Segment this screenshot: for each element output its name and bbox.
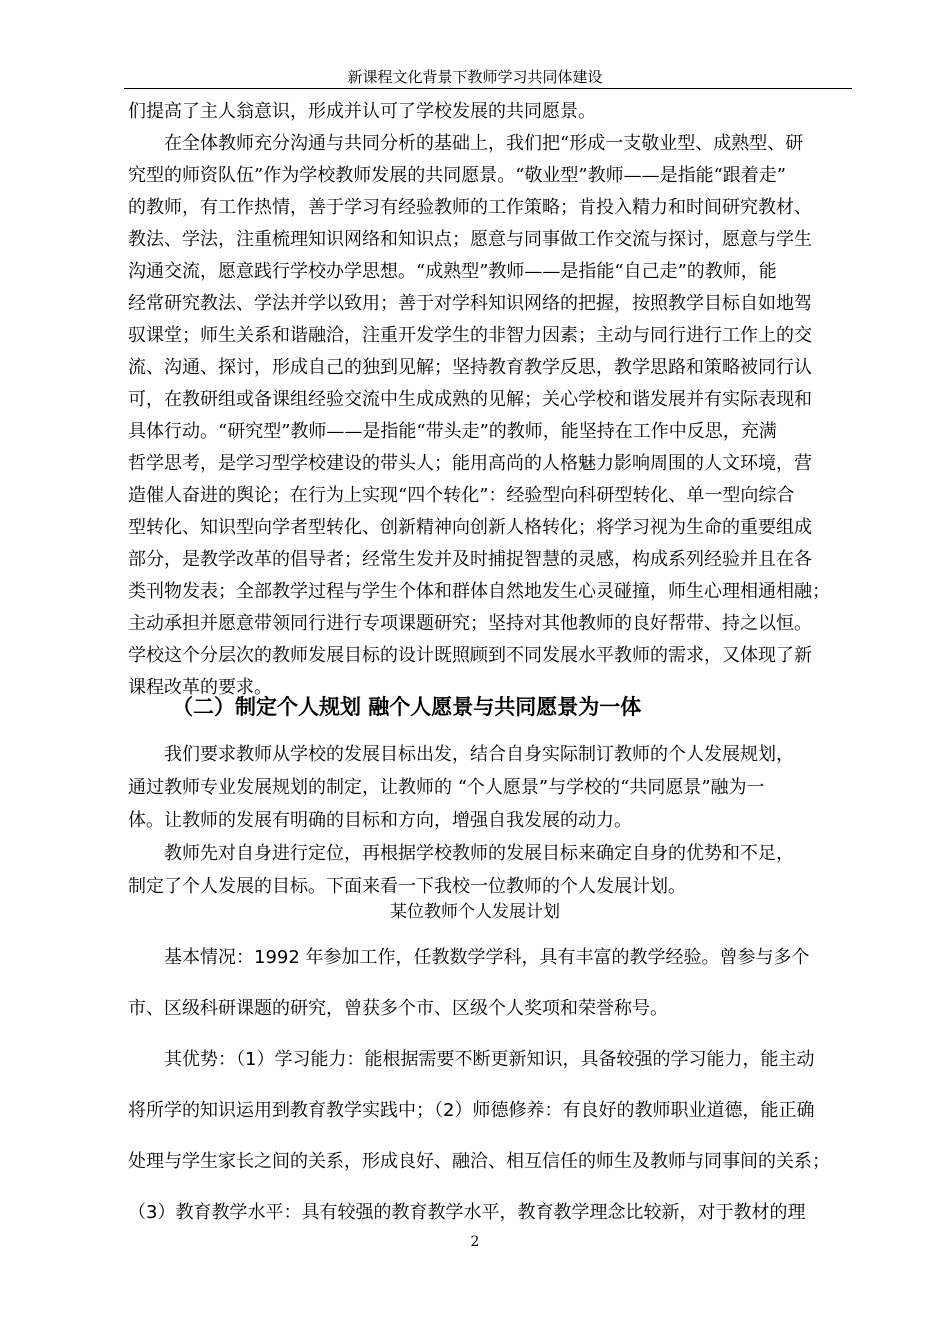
text-line: 经常研究教法、学法并学以致用；善于对学科知识网络的把握，按照教学目标自如地驾	[128, 293, 812, 314]
text-line: （3）教育教学水平：具有较强的教育教学水平，教育教学理念比较新，对于教材的理	[128, 1202, 806, 1223]
text-line: 在全体教师充分沟通与共同分析的基础上，我们把“形成一支敬业型、成熟型、研	[128, 133, 804, 154]
text-line: 基本情况：1992 年参加工作，任教数学学科，具有丰富的教学经验。曾参与多个	[128, 947, 810, 968]
text-line: 教法、学法，注重梳理知识网络和知识点；愿意与同事做工作交流与探讨，愿意与学生	[128, 229, 812, 250]
text-line: 主动承担并愿意带领同行进行专项课题研究；坚持对其他教师的良好帮带、持之以恒。	[128, 613, 812, 634]
text-line: 课程改革的要求。	[128, 677, 272, 698]
running-header: 新课程文化背景下教师学习共同体建设	[347, 68, 603, 86]
text-line: 部分，是教学改革的倡导者；经常生发并及时捕捉智慧的灵感，构成系列经验并且在各	[128, 549, 812, 570]
plan-details-paragraph	[128, 932, 850, 1238]
text-line: 哲学思考，是学习型学校建设的带头人；能用高尚的人格魅力影响周围的人文环境，营	[128, 453, 812, 474]
text-line: 制定了个人发展的目标。下面来看一下我校一位教师的个人发展计划。	[128, 876, 686, 897]
text-line: 驭课堂；师生关系和谐融洽，注重开发学生的非智力因素；主动与同行进行工作上的交	[128, 325, 812, 346]
text-line: 可，在教研组或备课组经验交流中生成成熟的见解；关心学校和谐发展并有实际表现和	[128, 389, 812, 410]
text-line: 处理与学生家长之间的关系，形成良好、融洽、相互信任的师生及教师与同事间的关系；	[128, 1151, 830, 1172]
header-divider	[124, 88, 852, 89]
text-line: 究型的师资队伍”作为学校教师发展的共同愿景。“敬业型”教师——是指能“跟着走”	[128, 165, 787, 186]
text-line: 学校这个分层次的教师发展目标的设计既照顾到不同发展水平教师的需求，又体现了新	[128, 645, 812, 666]
section1-paragraph	[128, 96, 850, 704]
plan-title: 某位教师个人发展计划	[390, 902, 560, 922]
section-heading: （二）制定个人规划 融个人愿景与共同愿景为一体	[172, 695, 642, 719]
text-line: 流、沟通、探讨，形成自己的独到见解；坚持教育教学反思，教学思路和策略被同行认	[128, 357, 812, 378]
text-line: 体。让教师的发展有明确的目标和方向，增强自我发展的动力。	[128, 810, 632, 831]
text-line: 沟通交流，愿意践行学校办学思想。“成熟型”教师——是指能“自己走”的教师，能	[128, 261, 777, 282]
text-line: 通过教师专业发展规划的制定，让教师的 “个人愿景”与学校的“共同愿景”融为一	[128, 777, 765, 798]
text-line: 的教师，有工作热情，善于学习有经验教师的工作策略；肯投入精力和时间研究教材、	[128, 197, 812, 218]
text-line: 造催人奋进的舆论；在行为上实现“四个转化”：经验型向科研型转化、单一型向综合	[128, 485, 795, 506]
text-line: 具体行动。“研究型”教师——是指能“带头走”的教师，能坚持在工作中反思，充满	[128, 421, 777, 442]
text-line: 们提高了主人翁意识，形成并认可了学校发展的共同愿景。	[128, 101, 596, 122]
text-line: 类刊物发表；全部教学过程与学生个体和群体自然地发生心灵碰撞，师生心理相通相融；	[128, 581, 830, 602]
text-line: 型转化、知识型向学者型转化、创新精神向创新人格转化；将学习视为生命的重要组成	[128, 517, 812, 538]
section2-paragraph	[128, 738, 850, 903]
text-line: 其优势：（1）学习能力：能根据需要不断更新知识，具备较强的学习能力，能主动	[128, 1049, 815, 1070]
text-line: 市、区级科研课题的研究，曾获多个市、区级个人奖项和荣誉称号。	[128, 998, 668, 1019]
text-line: 将所学的知识运用到教育教学实践中；（2）师德修养：有良好的教师职业道德，能正确	[128, 1100, 815, 1121]
page-number: 2	[470, 1234, 480, 1250]
text-line: 我们要求教师从学校的发展目标出发，结合自身实际制订教师的个人发展规划，	[128, 744, 794, 765]
text-line: 教师先对自身进行定位，再根据学校教师的发展目标来确定自身的优势和不足，	[128, 843, 794, 864]
